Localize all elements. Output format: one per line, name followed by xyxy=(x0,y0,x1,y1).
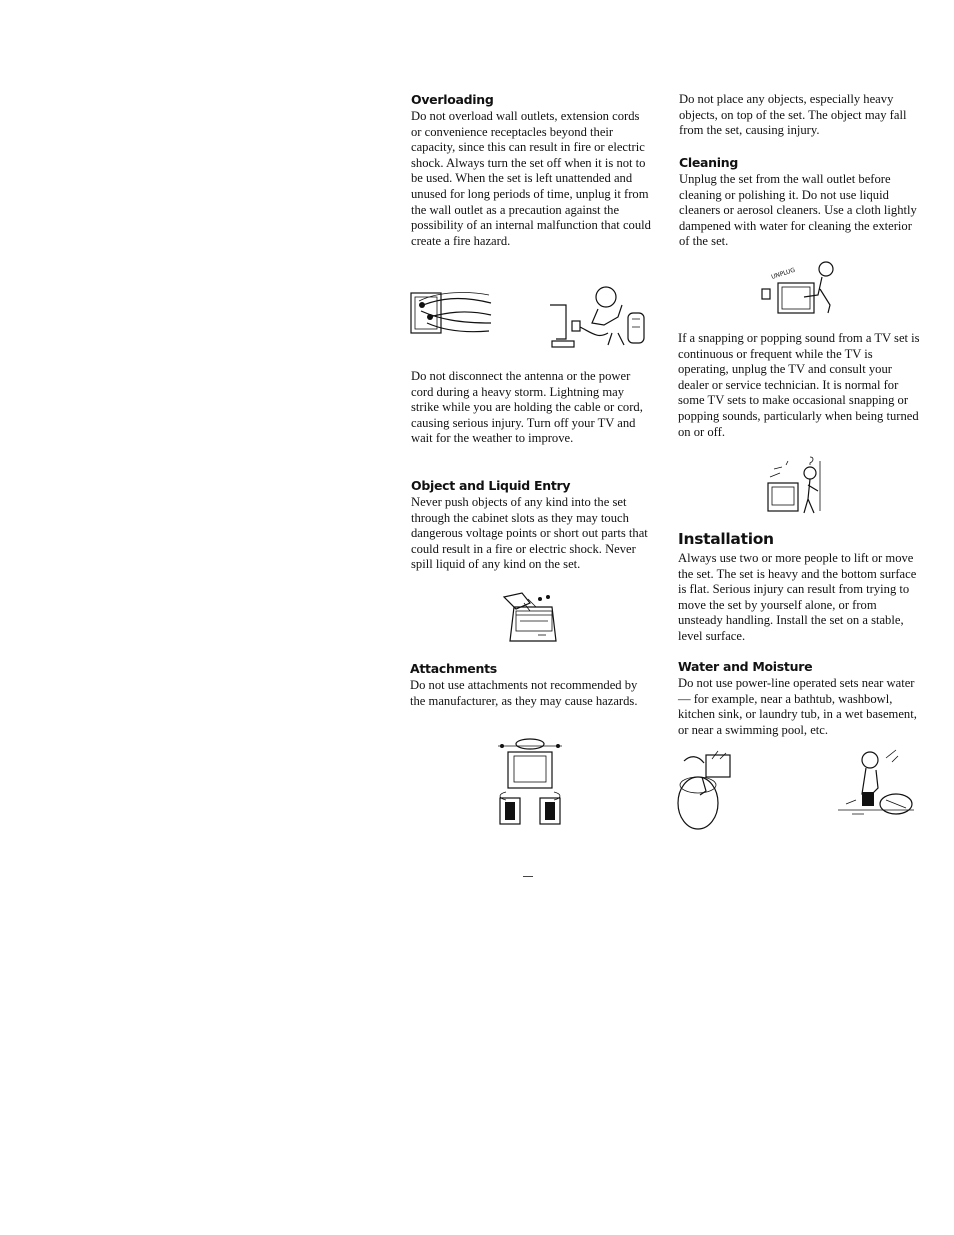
object-liquid-heading: Object and Liquid Entry xyxy=(411,478,571,493)
unplug-label: UNPLUG xyxy=(770,266,797,281)
attachments-heading: Attachments xyxy=(410,661,497,676)
attachments-section xyxy=(410,661,652,709)
snapping-text: If a snapping or popping sound from a TV set is continuous or frequent while the TV is operating, unplug the TV and consult your dealer or service technician. It is normal for some TV sets to make occasional snapping or popping sounds, particularly when being turned on or off. xyxy=(678,331,920,439)
installation-heading: Installation xyxy=(678,530,774,548)
unplugging-illustration xyxy=(548,283,650,349)
snapping-illustration xyxy=(766,455,830,515)
cleaning-illustration xyxy=(760,259,840,315)
liquid-spill-illustration xyxy=(500,591,562,647)
washbowl-illustration xyxy=(676,747,736,833)
water-section xyxy=(678,659,920,738)
cleaning-heading: Cleaning xyxy=(679,155,739,170)
attachments-text: Do not use attachments not recommended by the manufacturer, as they may cause hazards. xyxy=(410,678,638,708)
cleaning-text: Unplug the set from the wall outlet before cleaning or polishing it. Do not use liquid cleaners or aerosol cleaners. Use a cloth lightly dampened with water for cleaning the exterior of the set. xyxy=(679,172,917,249)
object-liquid-text: Never push objects of any kind into the set through the cabinet slots as they may touch dangerous voltage points or short out parts that could result in a fire or electric shock. Never spill liquid of any kind on the set. xyxy=(411,495,648,572)
storm-text: Do not disconnect the antenna or the power cord during a heavy storm. Lightning may strike while you are holding the cable or cord, causing serious injury. Turn off your TV and wait for the weather to improve. xyxy=(411,369,643,446)
overloaded-outlet-illustration xyxy=(409,289,493,341)
storm-section xyxy=(411,369,653,447)
page-divider xyxy=(523,876,533,877)
snapping-section xyxy=(678,331,920,440)
overloading-heading: Overloading xyxy=(411,92,494,107)
object-liquid-section xyxy=(411,478,653,573)
attachments-illustration xyxy=(494,736,566,828)
water-heading: Water and Moisture xyxy=(678,659,813,674)
swimming-pool-illustration xyxy=(836,748,916,828)
installation-text: Always use two or more people to lift or move the set. The set is heavy and the bottom surface is flat. Serious injury can result from trying to move the set by yourself alone, or from unsteady handling. Install the set on a stable, level surface. xyxy=(678,551,917,643)
overloading-section xyxy=(411,92,653,249)
cleaning-section xyxy=(679,155,921,250)
heavy-objects-section xyxy=(679,92,921,139)
water-text: Do not use power-line operated sets near water — for example, near a bathtub, washbowl, kitchen sink, or laundry tub, in a wet basement, or near a swimming pool, etc. xyxy=(678,676,917,737)
installation-section xyxy=(678,530,920,645)
overloading-text: Do not overload wall outlets, extension cords or convenience receptacles beyond their capacity, since this can result in fire or electric shock. Always turn the set off when it is not to be used. When the set is left unattended and unused for long periods of time, unplug it from the wall outlet as a precaution against the possibility of an internal malfunction that could create a fire hazard. xyxy=(411,109,651,248)
heavy-objects-text: Do not place any objects, especially heavy objects, on top of the set. The object may fall from the set, causing injury. xyxy=(679,92,907,138)
